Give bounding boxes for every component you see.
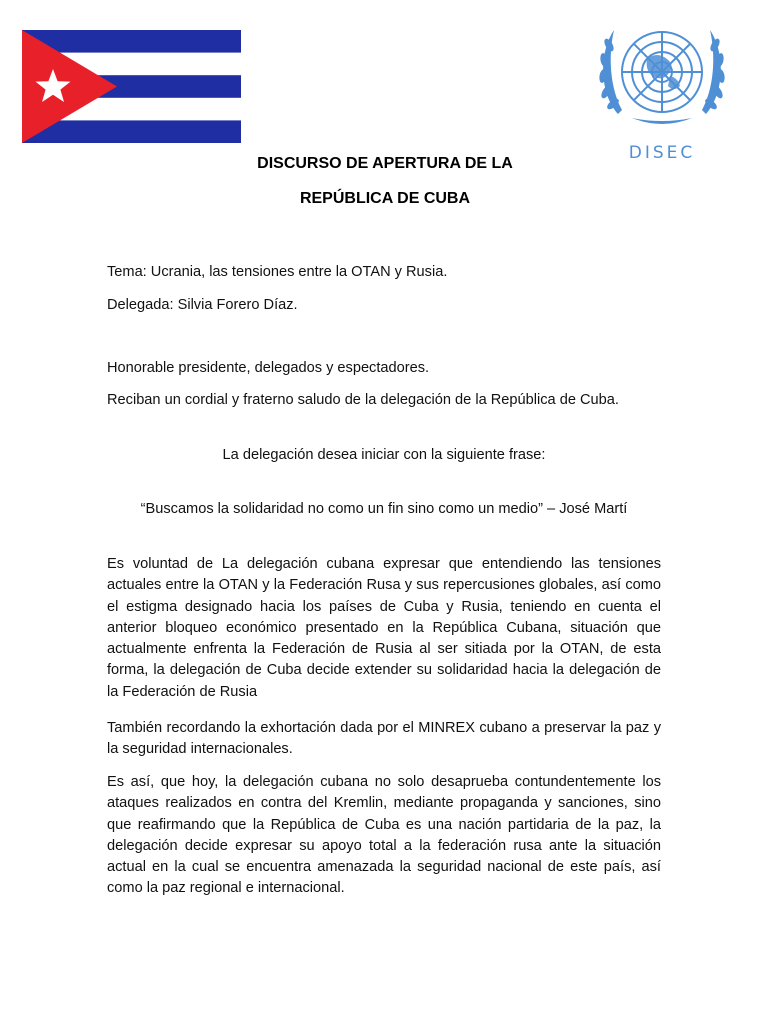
welcome-paragraph: Reciban un cordial y fraterno saludo de la delegación de la República de Cuba. bbox=[107, 392, 619, 408]
quote-line: “Buscamos la solidaridad no como un fin sino como un medio” – José Martí bbox=[140, 501, 628, 517]
document-title-line1: DISCURSO DE APERTURA DE LA bbox=[257, 155, 513, 172]
document-title-line2: REPÚBLICA DE CUBA bbox=[299, 190, 471, 207]
cuba-flag-icon bbox=[22, 30, 241, 143]
delegate-line: Delegada: Silvia Forero Díaz. bbox=[107, 297, 298, 313]
body-paragraph-3: Es así, que hoy, la delegación cubana no solo desaprueba contundentemente los ataques realizados en contra del Kremlin, mediante propaganda y sanciones, sino que reafirmando que la República de Cuba es una nación partidaria de la paz, la delegación decide expresar su apoyo total a la federación rusa ante la situación actual en la cual se encuentra amenazada la seguridad nacional de este país, así como la paz regional e internacional. bbox=[107, 774, 661, 897]
greeting-line: Honorable presidente, delegados y espectadores. bbox=[107, 360, 430, 376]
body-paragraph-2: También recordando la exhortación dada por el MINREX cubano a preservar la paz y la seguridad internacionales. bbox=[107, 720, 661, 758]
intro-phrase: La delegación desea iniciar con la siguiente frase: bbox=[222, 447, 546, 463]
topic-line: Tema: Ucrania, las tensiones entre la OTAN y Rusia. bbox=[107, 264, 448, 280]
un-emblem-icon bbox=[592, 14, 732, 138]
body-paragraph-1: Es voluntad de La delegación cubana expresar que entendiendo las tensiones actuales entre la OTAN y la Federación Rusa y sus repercusiones globales, así como el estigma designado hacia los países de Cuba y Rusia, teniendo en cuenta el anterior bloqueo económico presentado en la República Cubana, situación que actualmente enfrenta la Federación de Rusia al ser sitiada por la OTAN, de esta forma, la delegación de Cuba decide extender su solidaridad hacia la delegación de la Federación de Rusia bbox=[107, 556, 661, 700]
committee-caption: DISEC bbox=[628, 143, 696, 163]
